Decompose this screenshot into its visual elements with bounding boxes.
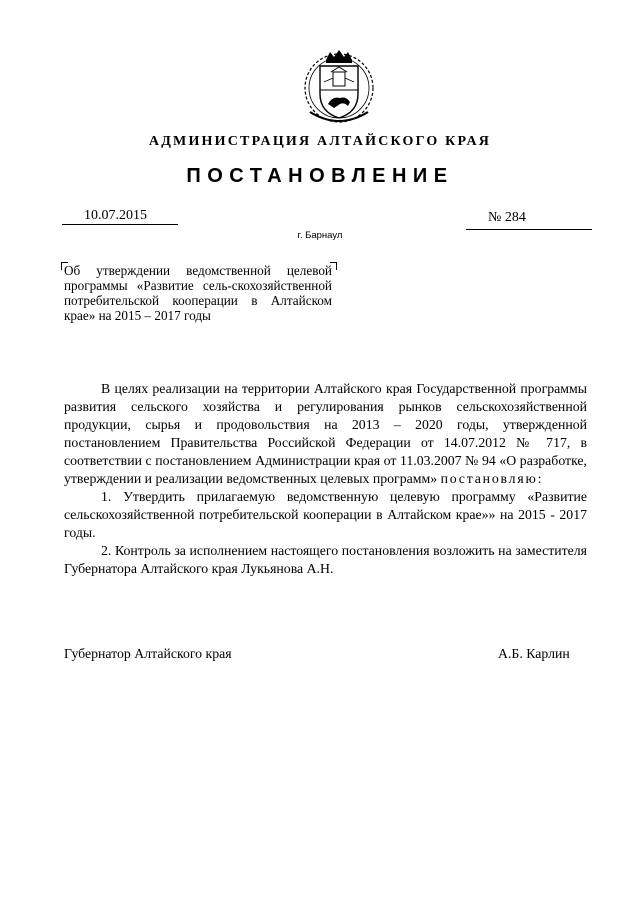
date-underline [62,224,178,225]
altai-krai-coat-of-arms-icon [300,46,378,126]
item-1-paragraph: 1. Утвердить прилагаемую ведомственную целевую программу «Развитие сельскохозяйственной потребительской кооперации в Алтайском крае»» на 2015 - 2017 годы. [64,489,587,540]
document-number: № 284 [488,210,526,225]
organization-name: АДМИНИСТРАЦИЯ АЛТАЙСКОГО КРАЯ [148,134,492,149]
decree-word: постановляю: [440,471,544,486]
signatory-name: А.Б. Карлин [498,646,570,661]
document-subject: Об утверждении ведомственной целевой программы «Развитие сель-скохозяйственной потребительской кооперации в Алтайском крае» на 2015 – 2017 годы [64,263,332,323]
preamble-text: В целях реализации на территории Алтайского края Государственной программы развития сельского хозяйства и регулирования рынков сельскохозяйственной продукции, сырья и продовольствия на 2013 – 2020 годы, утвержденной постановлением Правительства Российской Федерации от 14.07.2012 № 717, в соответствии с постановлением Администрации края от 11.03.2007 № 94 «О разработке, утверждении и реализации ведомственных целевых программ» [64,381,587,486]
document-city: г. Барнаул [297,230,343,241]
document-date: 10.07.2015 [84,208,147,223]
item-2-paragraph: 2. Контроль за исполнением настоящего постановления возложить на заместителя Губернатора Алтайского края Лукьянова А.Н. [64,543,587,576]
document-body [64,380,587,578]
signatory-title: Губернатор Алтайского края [64,646,232,661]
preamble-paragraph [64,380,587,488]
document-type: ПОСТАНОВЛЕНИЕ [186,165,454,187]
